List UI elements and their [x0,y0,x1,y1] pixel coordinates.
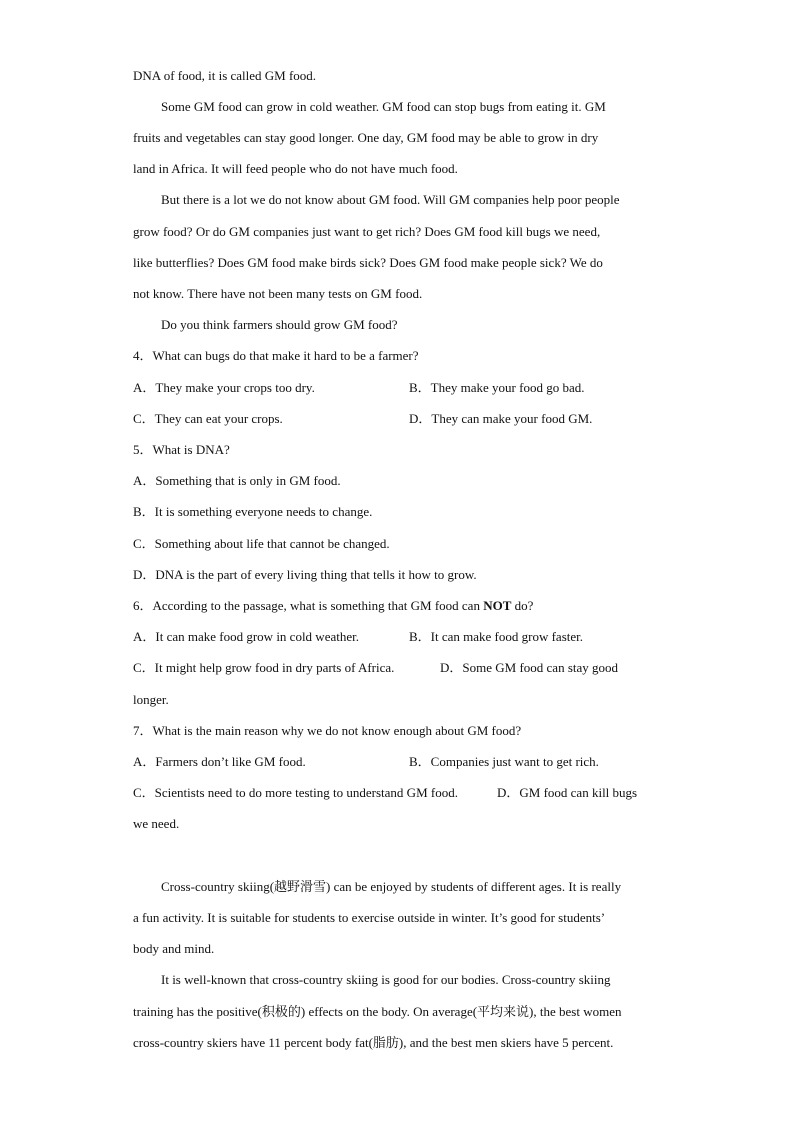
passage2-line-4: It is well-known that cross-country skiing is good for our bodies. Cross-country skiing [161,972,611,987]
passage1-line-3: fruits and vegetables can stay good longer. One day, GM food may be able to grow in dry [133,130,599,145]
question-7-option-b: B．Companies just want to get rich. [409,754,599,769]
passage2-line-1: Cross-country skiing(越野滑雪) can be enjoyed by students of different ages. It is really [161,879,622,894]
passage1-line-7: like butterflies? Does GM food make birds sick? Does GM food make people sick? We do [133,255,603,270]
passage2-line-5: training has the positive(积极的) effects on the body. On average(平均来说), the best women [133,1004,622,1019]
question-6-option-a: A．It can make food grow in cold weather. [133,629,359,644]
question-4-option-d: D．They can make your food GM. [409,411,593,426]
passage1-line-2: Some GM food can grow in cold weather. GM food can stop bugs from eating it. GM [161,99,606,114]
question-6-option-b: B．It can make food grow faster. [409,629,584,644]
question-5-option-a: A．Something that is only in GM food. [133,473,341,488]
question-4-stem: 4．What can bugs do that make it hard to be a farmer? [133,348,419,363]
question-6-stem-emphasis: NOT [483,598,512,613]
question-4-option-b: B．They make your food go bad. [409,380,585,395]
passage1-line-6: grow food? Or do GM companies just want to get rich? Does GM food kill bugs we need, [133,224,601,239]
question-6-option-d: D．Some GM food can stay good [440,660,619,675]
question-5-option-b: B．It is something everyone needs to change. [133,504,373,519]
question-6-option-c: C．It might help grow food in dry parts of Africa. [133,660,395,675]
passage2-line-2: a fun activity. It is suitable for students to exercise outside in winter. It’s good for students’ [133,910,606,925]
passage2-line-3: body and mind. [133,941,215,956]
question-7-option-d-continued: we need. [133,816,180,831]
passage1-line-4: land in Africa. It will feed people who do not have much food. [133,161,458,176]
question-5-stem: 5．What is DNA? [133,442,230,457]
question-4-option-a: A．They make your crops too dry. [133,380,315,395]
question-7-option-c: C．Scientists need to do more testing to understand GM food. [133,785,458,800]
question-6-stem [133,598,533,614]
question-7-option-d: D．GM food can kill bugs [497,785,638,800]
question-6-option-d-continued: longer. [133,692,169,707]
passage1-line-9: Do you think farmers should grow GM food? [161,317,398,332]
passage1-line-8: not know. There have not been many tests on GM food. [133,286,423,301]
passage1-line-1: DNA of food, it is called GM food. [133,68,317,83]
question-4-option-c: C．They can eat your crops. [133,411,283,426]
question-5-option-d: D．DNA is the part of every living thing that tells it how to grow. [133,567,477,582]
question-7-stem: 7．What is the main reason why we do not know enough about GM food? [133,723,522,738]
question-5-option-c: C．Something about life that cannot be changed. [133,536,390,551]
passage2-line-6: cross-country skiers have 11 percent body fat(脂肪), and the best men skiers have 5 percent. [133,1035,614,1050]
question-7-option-a: A．Farmers don’t like GM food. [133,754,306,769]
question-6-stem-pre: 6．According to the passage, what is something that GM food can [133,598,484,613]
passage1-line-5: But there is a lot we do not know about GM food. Will GM companies help poor people [161,192,620,207]
question-6-stem-post: do? [511,598,534,613]
